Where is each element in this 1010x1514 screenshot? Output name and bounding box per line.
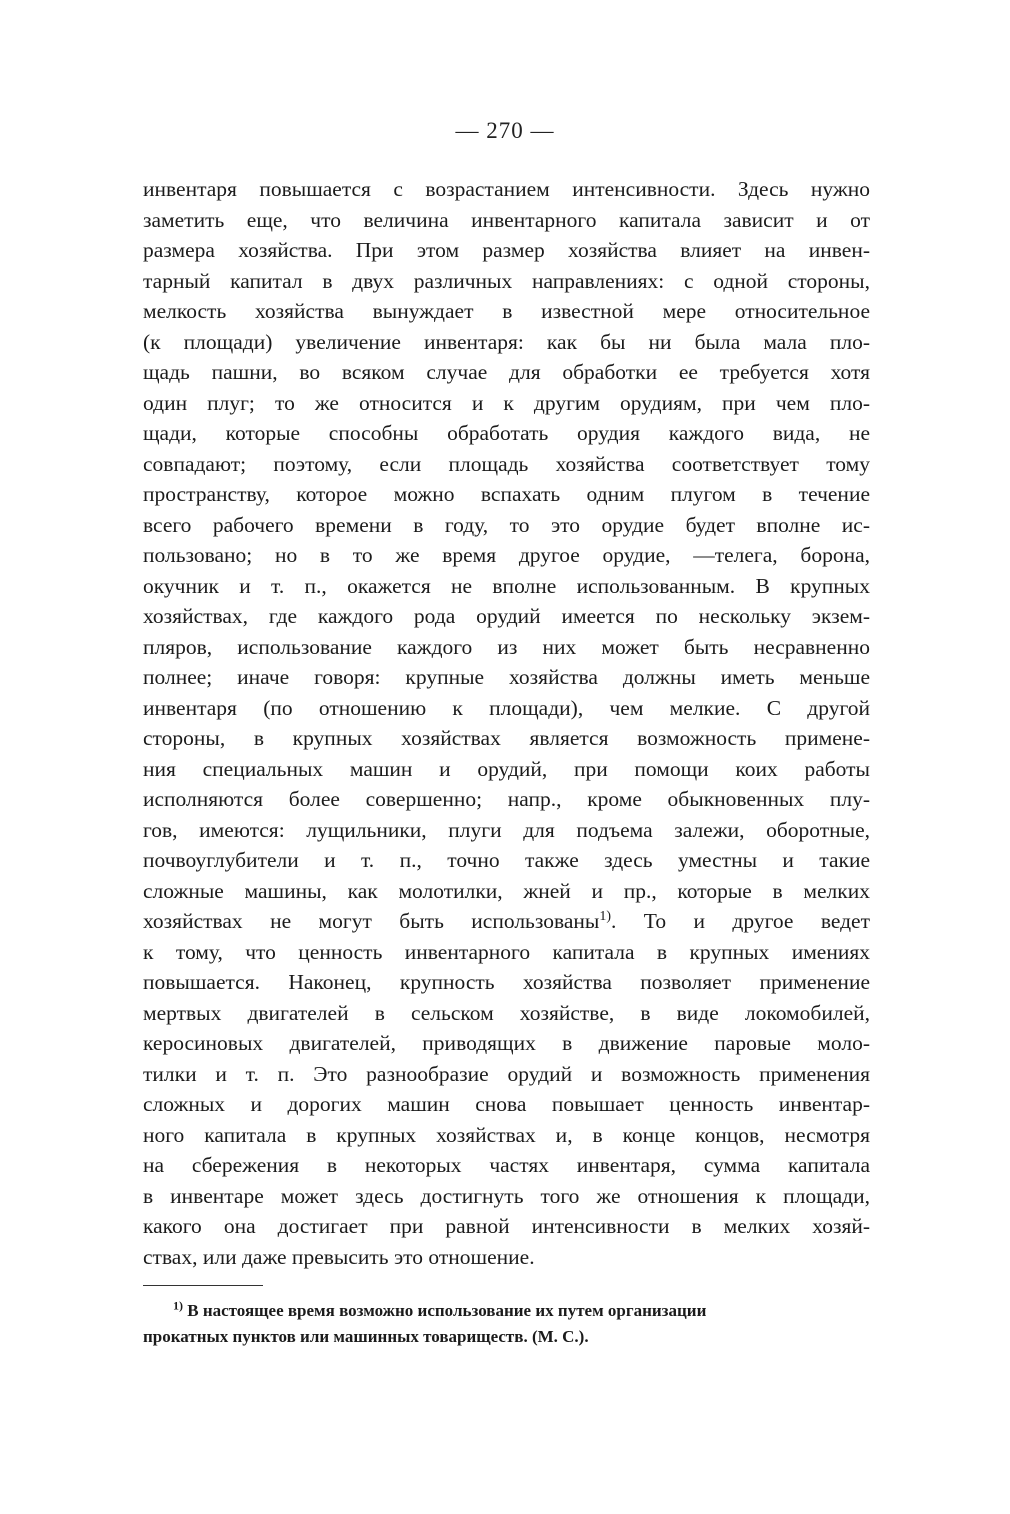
footnote-text: В настоящее время возможно использование их путем организации [183,1301,707,1320]
text-line: гов, имеются: лущильники, плуги для подъема залежи, оборотные, [143,817,870,842]
text-line: щадь пашни, во всяком случае для обработки ее требуется хотя [143,360,870,384]
text-line: к тому, что ценность инвентарного капитала в крупных имениях [143,939,870,964]
text-line: пользовано; но в то же время другое орудие, —телега, борона, [143,543,870,567]
footnote-line: прокатных пунктов или машинных товариществ. (М. С.). [143,1327,589,1346]
footnote-mark: 1) [173,1298,183,1313]
text-line: хозяйствах, где каждого рода орудий имеется по нескольку экзем- [143,604,870,628]
text-line: в инвентаре может здесь достигнуть того же отношения к площади, [143,1183,870,1208]
text-line: пространству, которое можно вспахать одним плугом в течение [143,482,870,506]
text-line-with-footnote-ref [143,906,870,937]
text-segment: хозяйствах не могут быть использованы [143,909,600,933]
footnote-line [143,1298,870,1324]
text-line: сложные машины, как молотилки, жней и пр., которые в мелких [143,878,870,903]
text-line: инвентаря (по отношению к площади), чем мелкие. С другой [143,695,870,720]
text-line: (к площади) увеличение инвентаря: как бы ни была мала пло- [143,329,870,354]
text-line: на сбережения в некоторых частях инвентаря, сумма капитала [143,1153,870,1177]
text-line: пляров, использование каждого из них может быть несравненно [143,634,870,659]
text-line: ного капитала в крупных хозяйствах и, в конце концов, несмотря [143,1122,870,1147]
body-text [143,174,870,1272]
page-number: — 270 — [455,118,555,143]
text-line: размера хозяйства. При этом размер хозяйства влияет на инвен- [143,238,870,262]
text-line: полнее; иначе говоря: крупные хозяйства должны иметь меньше [143,665,870,689]
text-line: один плуг; то же относится и к другим орудиям, при чем пло- [143,390,870,415]
text-segment: . То и другое ведет [611,909,870,933]
text-line: мертвых двигателей в сельском хозяйстве, в виде локомобилей, [143,1000,870,1025]
text-line: совпадают; поэтому, если площадь хозяйства соответствует тому [143,451,870,476]
text-line: всего рабочего времени в году, то это орудие будет вполне ис- [143,512,870,537]
text-line: окучник и т. п., окажется не вполне использованным. В крупных [143,573,870,598]
text-line: щади, которые способны обработать орудия каждого вида, не [143,421,870,445]
text-line: тилки и т. п. Это разнообразие орудий и возможность применения [143,1061,870,1086]
text-line: тарный капитал в двух различных направлениях: с одной стороны, [143,268,870,293]
footnote-reference[interactable]: 1) [599,908,612,924]
text-line: почвоуглубители и т. п., точно также здесь уместны и такие [143,848,870,872]
text-line: заметить еще, что величина инвентарного капитала зависит и от [143,207,870,232]
text-line-last: ствах, или даже превысить это отношение. [143,1244,535,1269]
text-line: ния специальных машин и орудий, при помощи коих работы [143,756,870,781]
text-line: инвентаря повышается с возрастанием интенсивности. Здесь нужно [143,177,870,201]
footnote-divider [143,1285,263,1286]
text-line: керосиновых двигателей, приводящих в движение паровые моло- [143,1031,870,1055]
text-line: какого она достигает при равной интенсивности в мелких хозяй- [143,1214,870,1238]
text-line: стороны, в крупных хозяйствах является возможность примене- [143,726,870,750]
footnotes [143,1298,870,1350]
text-line: сложных и дорогих машин снова повышает ценность инвентар- [143,1092,870,1116]
text-line: мелкость хозяйства вынуждает в известной мере относительное [143,299,870,323]
text-line: повышается. Наконец, крупность хозяйства позволяет применение [143,970,870,994]
text-line: исполняются более совершенно; напр., кроме обыкновенных плу- [143,787,870,811]
